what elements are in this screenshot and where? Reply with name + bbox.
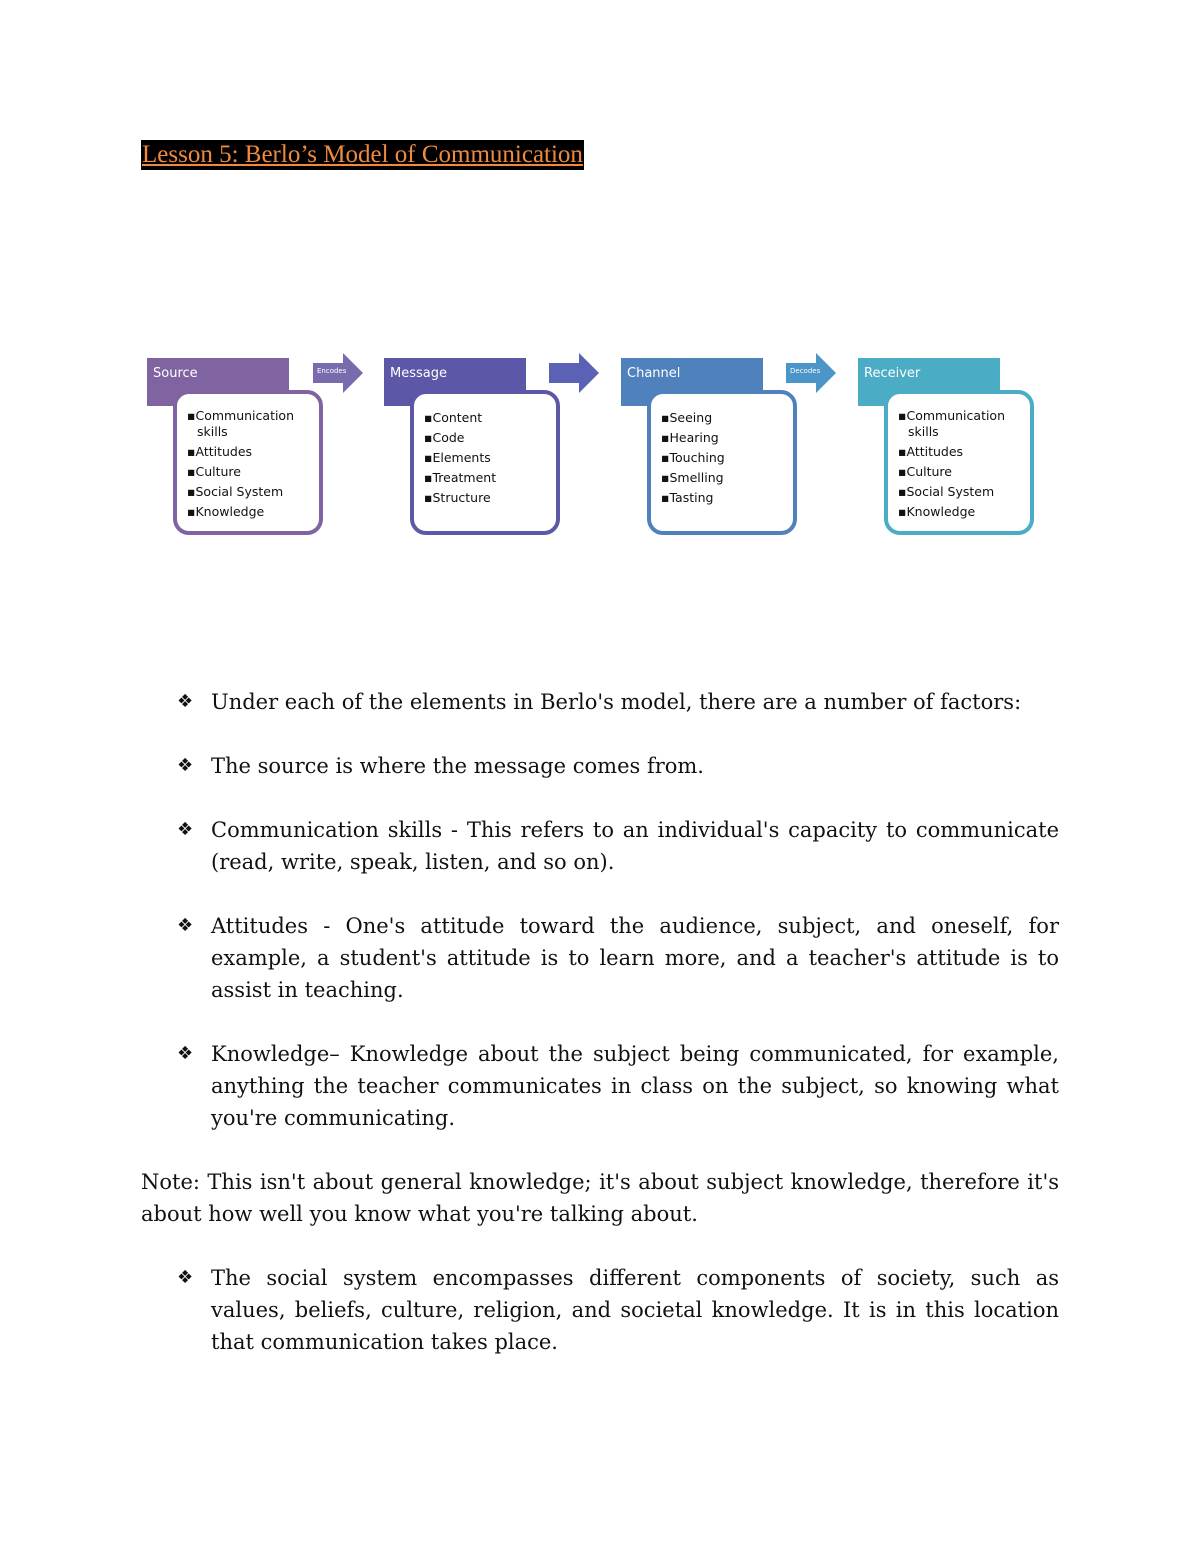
page-title: Lesson 5: Berlo’s Model of Communication	[142, 141, 583, 168]
list-item: ▪ Social System	[898, 482, 1030, 502]
list-item: ▪ Treatment	[424, 468, 496, 488]
list-item: ▪ Attitudes	[187, 442, 319, 462]
diamond-bullet-icon: ❖	[177, 819, 194, 840]
bullet-paragraph	[141, 814, 1059, 878]
list-item: ▪ Tasting	[661, 488, 725, 508]
paragraph-text: Communication skills - This refers to an individual's capacity to communicate (read, write, speak, listen, and so on).	[211, 818, 1059, 874]
list-item: ▪ Smelling	[661, 468, 725, 488]
paragraph-text: Attitudes - One's attitude toward the audience, subject, and oneself, for example, a student's attitude is to learn more, and a teacher's attitude is to assist in teaching.	[211, 914, 1059, 1002]
list-item: ▪ Attitudes	[898, 442, 1030, 462]
arrow-label: Encodes	[317, 367, 347, 375]
stage-title: Source	[153, 366, 198, 381]
list-item: ▪ Culture	[187, 462, 319, 482]
stage-title: Receiver	[864, 366, 921, 381]
diamond-bullet-icon: ❖	[177, 755, 194, 776]
arrow-right-icon	[549, 353, 601, 393]
bullet-paragraph	[141, 686, 1059, 718]
list-item: ▪ Seeing	[661, 408, 725, 428]
diamond-bullet-icon: ❖	[177, 691, 194, 712]
note-paragraph: Note: This isn't about general knowledge; it's about subject knowledge, therefore it's about how well you know what you're talking about.	[141, 1170, 1059, 1226]
list-item: ▪ Social System	[187, 482, 319, 502]
list-item: ▪ Hearing	[661, 428, 725, 448]
arrow-encodes	[313, 353, 365, 393]
diamond-bullet-icon: ❖	[177, 1267, 194, 1288]
paragraph-text: The source is where the message comes from.	[211, 754, 704, 778]
diamond-bullet-icon: ❖	[177, 915, 194, 936]
stage-box	[410, 390, 560, 535]
list-item: ▪ Elements	[424, 448, 496, 468]
list-item: ▪ Knowledge	[898, 502, 1030, 522]
stage-box	[884, 390, 1034, 535]
diamond-bullet-icon: ❖	[177, 1043, 194, 1064]
arrow-message-channel	[549, 353, 601, 393]
stage-box	[647, 390, 797, 535]
factor-list	[661, 408, 725, 508]
stage-message	[384, 358, 564, 538]
list-item: ▪ Code	[424, 428, 496, 448]
berlo-model-diagram	[0, 0, 1200, 600]
stage-channel	[621, 358, 801, 538]
factor-list	[424, 408, 496, 508]
bullet-paragraph	[141, 1262, 1059, 1358]
arrow-label: Decodes	[790, 367, 821, 375]
paragraph-text: Knowledge– Knowledge about the subject being communicated, for example, anything the teacher communicates in class on the subject, so knowing what you're communicating.	[211, 1042, 1059, 1130]
bullet-paragraph	[141, 1038, 1059, 1134]
factor-list	[898, 408, 1030, 522]
stage-box	[173, 390, 323, 535]
arrow-decodes	[786, 353, 838, 393]
list-item: ▪ Structure	[424, 488, 496, 508]
list-item: ▪ Touching	[661, 448, 725, 468]
factor-list	[187, 408, 319, 522]
stage-receiver	[858, 358, 1038, 538]
paragraph-text: Under each of the elements in Berlo's model, there are a number of factors:	[211, 690, 1022, 714]
body-text	[141, 686, 1059, 1390]
list-item: ▪ Knowledge	[187, 502, 319, 522]
list-item: ▪ Communication skills	[187, 408, 319, 440]
paragraph-text: The social system encompasses different components of society, such as values, beliefs, culture, religion, and societal knowledge. It is in this location that communication takes place.	[211, 1266, 1059, 1354]
list-item: ▪ Communication skills	[898, 408, 1030, 440]
list-item: ▪ Culture	[898, 462, 1030, 482]
stage-source	[147, 358, 327, 538]
stage-title: Channel	[627, 366, 681, 381]
bullet-paragraph	[141, 750, 1059, 782]
stage-title: Message	[390, 366, 447, 381]
list-item: ▪ Content	[424, 408, 496, 428]
bullet-paragraph	[141, 910, 1059, 1006]
